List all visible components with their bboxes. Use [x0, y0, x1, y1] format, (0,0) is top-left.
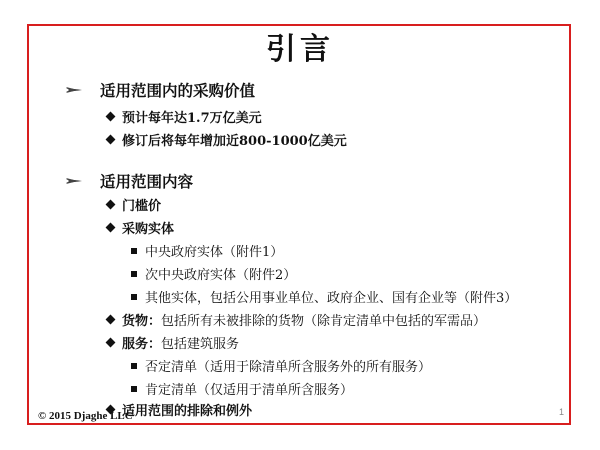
square-icon: [131, 363, 137, 369]
sub-bullet-text: 其他实体，包括公用事业单位、政府企业、国有企业等（附件3）: [145, 291, 518, 306]
sub-bullet-positive-list: [131, 379, 353, 398]
diamond-icon: [106, 315, 116, 325]
bullet-goods: [106, 310, 486, 329]
diamond-icon: [106, 112, 116, 122]
square-icon: [131, 294, 137, 300]
bullet-increase: [106, 130, 347, 149]
bullet-entities: [106, 218, 174, 237]
arrow-icon: [66, 85, 82, 95]
copyright-footer: © 2015 Djaghe LLC: [38, 410, 133, 422]
bullet-label: 货物：: [122, 314, 162, 329]
sub-bullet-negative-list: [131, 356, 431, 375]
page-number: 1: [559, 407, 565, 417]
diamond-icon: [106, 338, 116, 348]
bullet-text: 包括所有未被排除的货物（除肯定清单中包括的军需品）: [161, 314, 487, 329]
sub-bullet-sub-central-gov: [131, 264, 296, 283]
bullet-annual-value: [106, 107, 262, 126]
square-icon: [131, 271, 137, 277]
sub-bullet-text: 中央政府实体（附件1）: [145, 245, 284, 260]
bullet-text: 包括建筑服务: [161, 337, 240, 352]
arrow-icon: [66, 176, 82, 186]
sub-bullet-text: 否定清单（适用于除清单所含服务外的所有服务）: [145, 360, 432, 375]
bullet-text: 修订后将每年增加近800-1000亿美元: [122, 134, 347, 149]
square-icon: [131, 248, 137, 254]
bullet-text: 门槛价: [122, 199, 162, 214]
bullet-services: [106, 333, 239, 352]
bullet-label: 服务：: [122, 337, 162, 352]
diamond-icon: [106, 200, 116, 210]
sub-bullet-central-gov: [131, 241, 283, 260]
sub-bullet-text: 次中央政府实体（附件2）: [145, 268, 297, 283]
section-heading-text: 适用范围内的采购价值: [100, 81, 256, 100]
sub-bullet-text: 肯定清单（仅适用于清单所含服务）: [145, 383, 354, 398]
section-heading-coverage: [66, 170, 193, 192]
section-heading-procurement-value: [66, 79, 255, 101]
section-heading-text: 适用范围内容: [100, 172, 194, 191]
slide-title: 引言: [266, 32, 334, 67]
diamond-icon: [106, 135, 116, 145]
diamond-icon: [106, 223, 116, 233]
bullet-text: 采购实体: [122, 222, 175, 237]
bullet-text: 预计每年达1.7万亿美元: [122, 111, 262, 126]
square-icon: [131, 386, 137, 392]
bullet-threshold: [106, 195, 161, 214]
sub-bullet-other-entities: [131, 287, 517, 306]
bullet-text: 适用范围的排除和例外: [122, 404, 253, 419]
